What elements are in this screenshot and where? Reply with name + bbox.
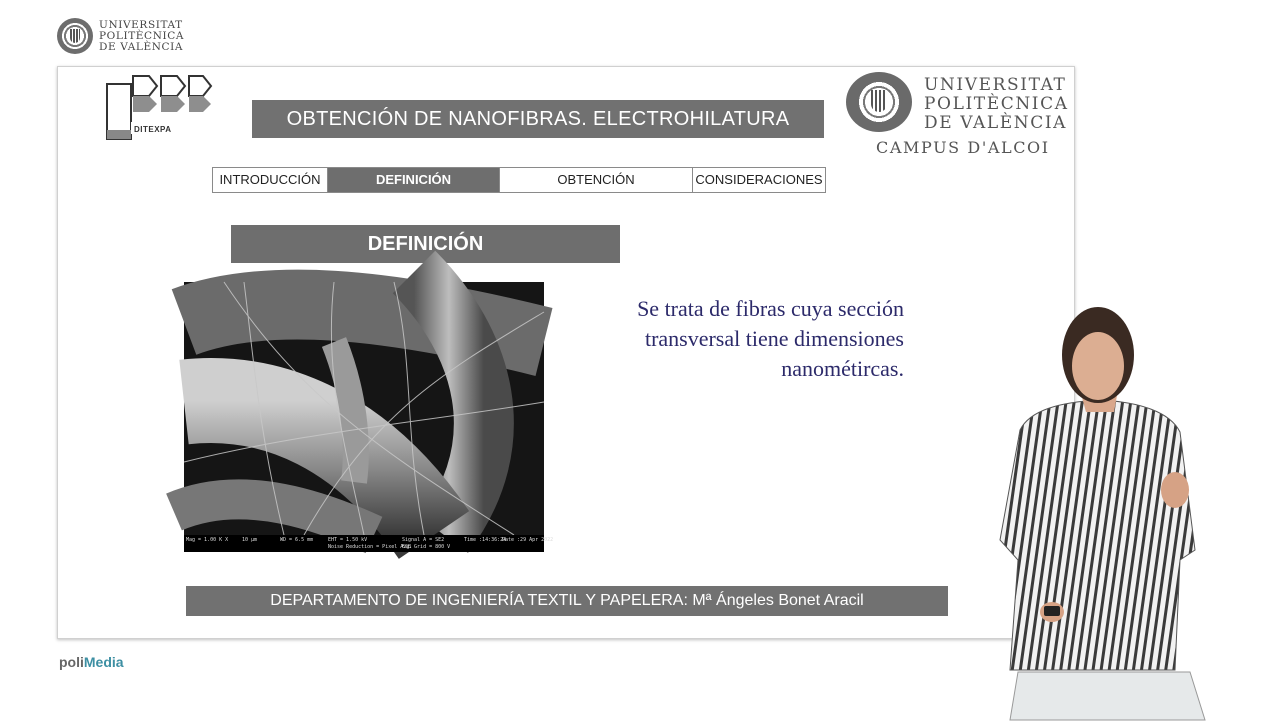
university-seal-icon xyxy=(57,18,93,54)
section-heading: DEFINICIÓN xyxy=(231,225,620,263)
upv-campus-logo xyxy=(846,72,1071,162)
sem-meta-item: Signal A = SE2 xyxy=(402,537,445,543)
sem-micrograph xyxy=(184,282,554,552)
sem-meta-item: Time :14:36:24 xyxy=(464,537,507,543)
university-name-line: POLITÈCNICA xyxy=(924,94,1069,114)
presenter-figure xyxy=(990,300,1210,720)
tab-consideraciones[interactable]: CONSIDERACIONES xyxy=(693,167,826,193)
ditexpa-label: DITEXPA xyxy=(134,125,172,134)
definition-line: Se trata de fibras cuya sección xyxy=(637,296,904,321)
sem-meta-item: Noise Reduction = Pixel Avg. xyxy=(328,544,413,550)
university-name-line: UNIVERSITAT xyxy=(924,75,1067,95)
polimedia-logo xyxy=(59,654,124,670)
university-name-line: POLITÈCNICA xyxy=(99,30,185,42)
definition-line: transversal tiene dimensiones xyxy=(644,326,904,351)
polimedia-poli: poli xyxy=(59,654,84,670)
sem-meta-item: EHT = 1.50 kV xyxy=(328,537,368,543)
nanofiber-image xyxy=(184,282,544,535)
department-footer: DEPARTAMENTO DE INGENIERÍA TEXTIL Y PAPELERA: Mª Ángeles Bonet Aracil xyxy=(186,586,948,616)
slide-nav-tabs xyxy=(212,167,826,193)
university-name-line: DE VALÈNCIA xyxy=(99,41,184,53)
university-name-line: DE VALÈNCIA xyxy=(924,113,1068,133)
slide-title: OBTENCIÓN DE NANOFIBRAS. ELECTROHILATURA xyxy=(252,100,824,138)
sem-meta-item: WD = 6.5 mm xyxy=(280,537,314,543)
presenter xyxy=(990,300,1210,720)
university-logo xyxy=(57,18,187,58)
ditexpa-logo xyxy=(105,72,215,142)
sem-meta-item: ESB Grid = 800 V xyxy=(402,544,451,550)
tab-introduccion[interactable]: INTRODUCCIÓN xyxy=(212,167,328,193)
sem-meta-item: 10 µm xyxy=(242,537,258,543)
tab-definicion[interactable]: DEFINICIÓN xyxy=(328,167,500,193)
tab-obtencion[interactable]: OBTENCIÓN xyxy=(500,167,693,193)
polimedia-media: Media xyxy=(83,654,124,670)
sem-meta-item: Mag = 1.00 K X xyxy=(186,537,229,543)
definition-text xyxy=(560,294,904,384)
university-seal-icon xyxy=(846,72,912,132)
definition-line: nanométircas. xyxy=(781,356,904,381)
sem-meta-item: Date :29 Apr 2022 xyxy=(502,537,554,543)
sem-metadata-bar xyxy=(184,535,554,552)
university-name-line: UNIVERSITAT xyxy=(99,19,183,31)
campus-name: CAMPUS D'ALCOI xyxy=(876,138,1050,157)
